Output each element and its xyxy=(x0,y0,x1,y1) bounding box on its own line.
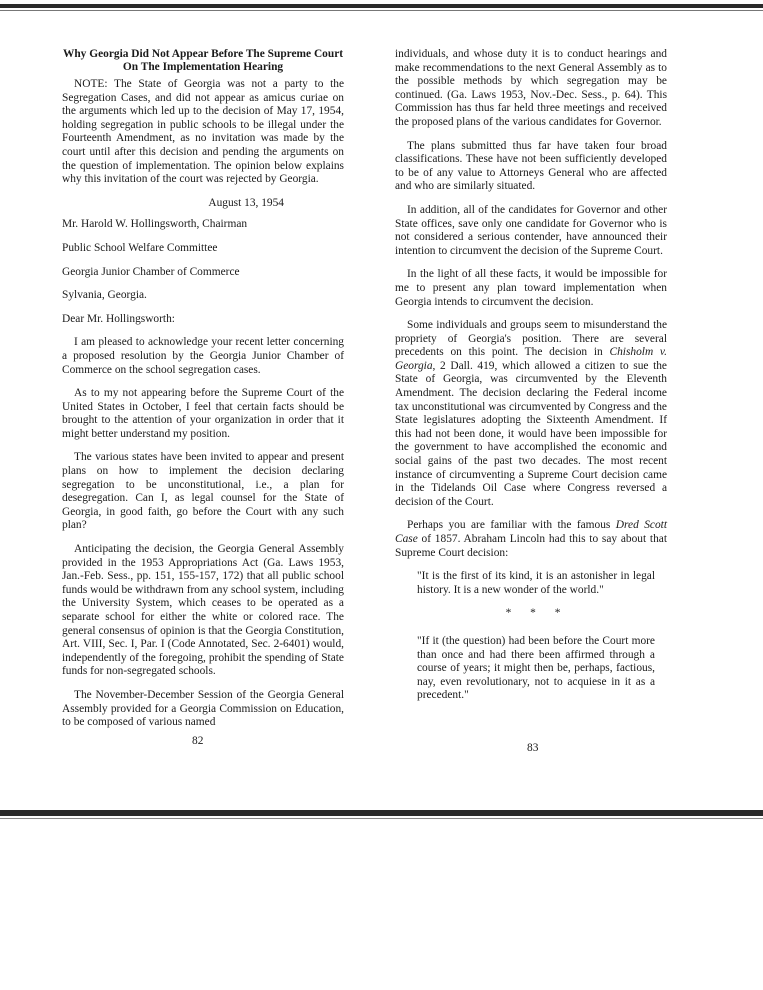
case-name: Chisholm v. Georgia xyxy=(395,346,667,372)
body-paragraph: The various states have been invited to appear and present plans on how to implement the decision declaring segregation to be unconstitutional, i.e., a plan for desegregation. Can I, as legal counsel for the State of Georgia, in good faith, go before the Court with any such plan? xyxy=(62,451,344,532)
body-paragraph: individuals, and whose duty it is to conduct hearings and make recommendations to the next General Assembly as to the possible methods by which segregation may be continued. (Ga. Laws 1953, Nov.-Dec. Sess., p. 64). This Commission has thus far held three meetings and received the proposed plans of the various candidates for Governor. xyxy=(395,48,667,128)
address-line: Georgia Junior Chamber of Commerce xyxy=(62,265,240,278)
page-number-left: 82 xyxy=(192,735,204,747)
body-paragraph: In the light of all these facts, it would be impossible for me to present any plan toward implementation when Georgia intends to circumvent the decision. xyxy=(395,268,667,308)
text-run: of 1857. Abraham Lincoln had this to say about that Supreme Court decision: xyxy=(395,533,667,559)
body-paragraph: The November-December Session of the Georgia General Assembly provided for a Georgia Commission on Education, to be composed of various named xyxy=(62,688,344,729)
case-name: Dred Scott Case xyxy=(395,519,667,545)
address-line: Mr. Harold W. Hollingsworth, Chairman xyxy=(62,218,248,231)
lincoln-quote: "If it (the question) had been before the Court more than once and had there been affirmed through a course of years; it might then be, perhaps, factious, nay, even revolutionary, not to acquiese in it as a precedent." xyxy=(417,634,655,702)
lincoln-quote: "It is the first of its kind, it is an astonisher in legal history. It is a new wonder of the world." xyxy=(417,570,655,596)
text-run: Perhaps you are familiar with the famous xyxy=(407,519,616,532)
right-page-column xyxy=(395,48,667,713)
address-line: Public School Welfare Committee xyxy=(62,241,218,254)
body-paragraph: As to my not appearing before the Supreme Court of the United States in October, I feel that certain facts should be brought to the attention of your organization in order that it might better understand my position. xyxy=(62,387,344,440)
ellipsis-stars: * * * xyxy=(505,607,569,620)
top-scan-border xyxy=(0,4,763,8)
page-number-right: 83 xyxy=(527,742,539,754)
letter-salutation: Dear Mr. Hollingsworth: xyxy=(62,312,175,325)
body-paragraph: The plans submitted thus far have taken four broad classifications. These have not been sufficiently developed to be of any value to Attorneys General who are affected and who are similarly situated. xyxy=(395,139,667,193)
top-scan-border-thin xyxy=(0,10,763,11)
editor-note: NOTE: The State of Georgia was not a party to the Segregation Cases, and did not appear as amicus curiae on the arguments which led up to the decision of May 17, 1954, holding segregation in public schools to be illegal under the Fourteenth Amendment, as no invitation was made by the court until after this decision and pending the arguments on the question of implementation. The opinion below explains why this invitation of the court was rejected by Georgia. xyxy=(62,78,344,186)
body-paragraph-dred-scott xyxy=(395,519,667,560)
left-page-column xyxy=(62,48,344,740)
body-paragraph: I am pleased to acknowledge your recent letter concerning a proposed resolution by the Georgia Junior Chamber of Commerce on the school segregation cases. xyxy=(62,336,344,376)
bottom-scan-border-thin xyxy=(0,818,763,819)
body-paragraph: Anticipating the decision, the Georgia General Assembly provided in the 1953 Appropriations Act (Ga. Laws 1953, Jan.-Feb. Sess., pp. 151, 155-157, 172) that all public school funds would be withdrawn from any school system, including the University System, which ceases to be operated as a separate school for either the white or colored race. The general consensus of opinion is that the Georgia Constitution, Art. VIII, Sec. I, Par. I (Code Annotated, Sec. 2-6401) would, independently of the foregoing, prohibit the spending of State funds for non-segregated schools. xyxy=(62,543,344,678)
body-paragraph-precedents xyxy=(395,319,667,509)
body-paragraph: In addition, all of the candidates for Governor and other State offices, save only one candidate for Governor who is not considered a serious contender, have announced their intention to circumvent the decision of the Supreme Court. xyxy=(395,203,667,257)
section-heading: Why Georgia Did Not Appear Before The Supreme Court On The Implementation Hearing xyxy=(62,48,344,73)
text-run: Some individuals and groups seem to misunderstand the propriety of Georgia's position. There are several precedents on this point. The decision in xyxy=(395,319,667,359)
text-run: , 2 Dall. 419, which allowed a citizen to sue the State of Georgia, was circumvented by the Eleventh Amendment. The decision declaring the Federal income tax unconstitutional was circumvented by Congress and the State legislatures adopting the Sixteenth Amendment. If this had not been done, it would have been impossible for the government to have accomplished the economic and social gains of the past two decades. The most recent instance of circumventing a Supreme Court decision came in the Tidelands Oil Case where Congress reversed a decision of the Court. xyxy=(395,359,667,508)
bottom-scan-border xyxy=(0,810,763,816)
address-line: Sylvania, Georgia. xyxy=(62,289,147,302)
letter-date: August 13, 1954 xyxy=(208,196,284,209)
letter-address xyxy=(62,218,344,302)
